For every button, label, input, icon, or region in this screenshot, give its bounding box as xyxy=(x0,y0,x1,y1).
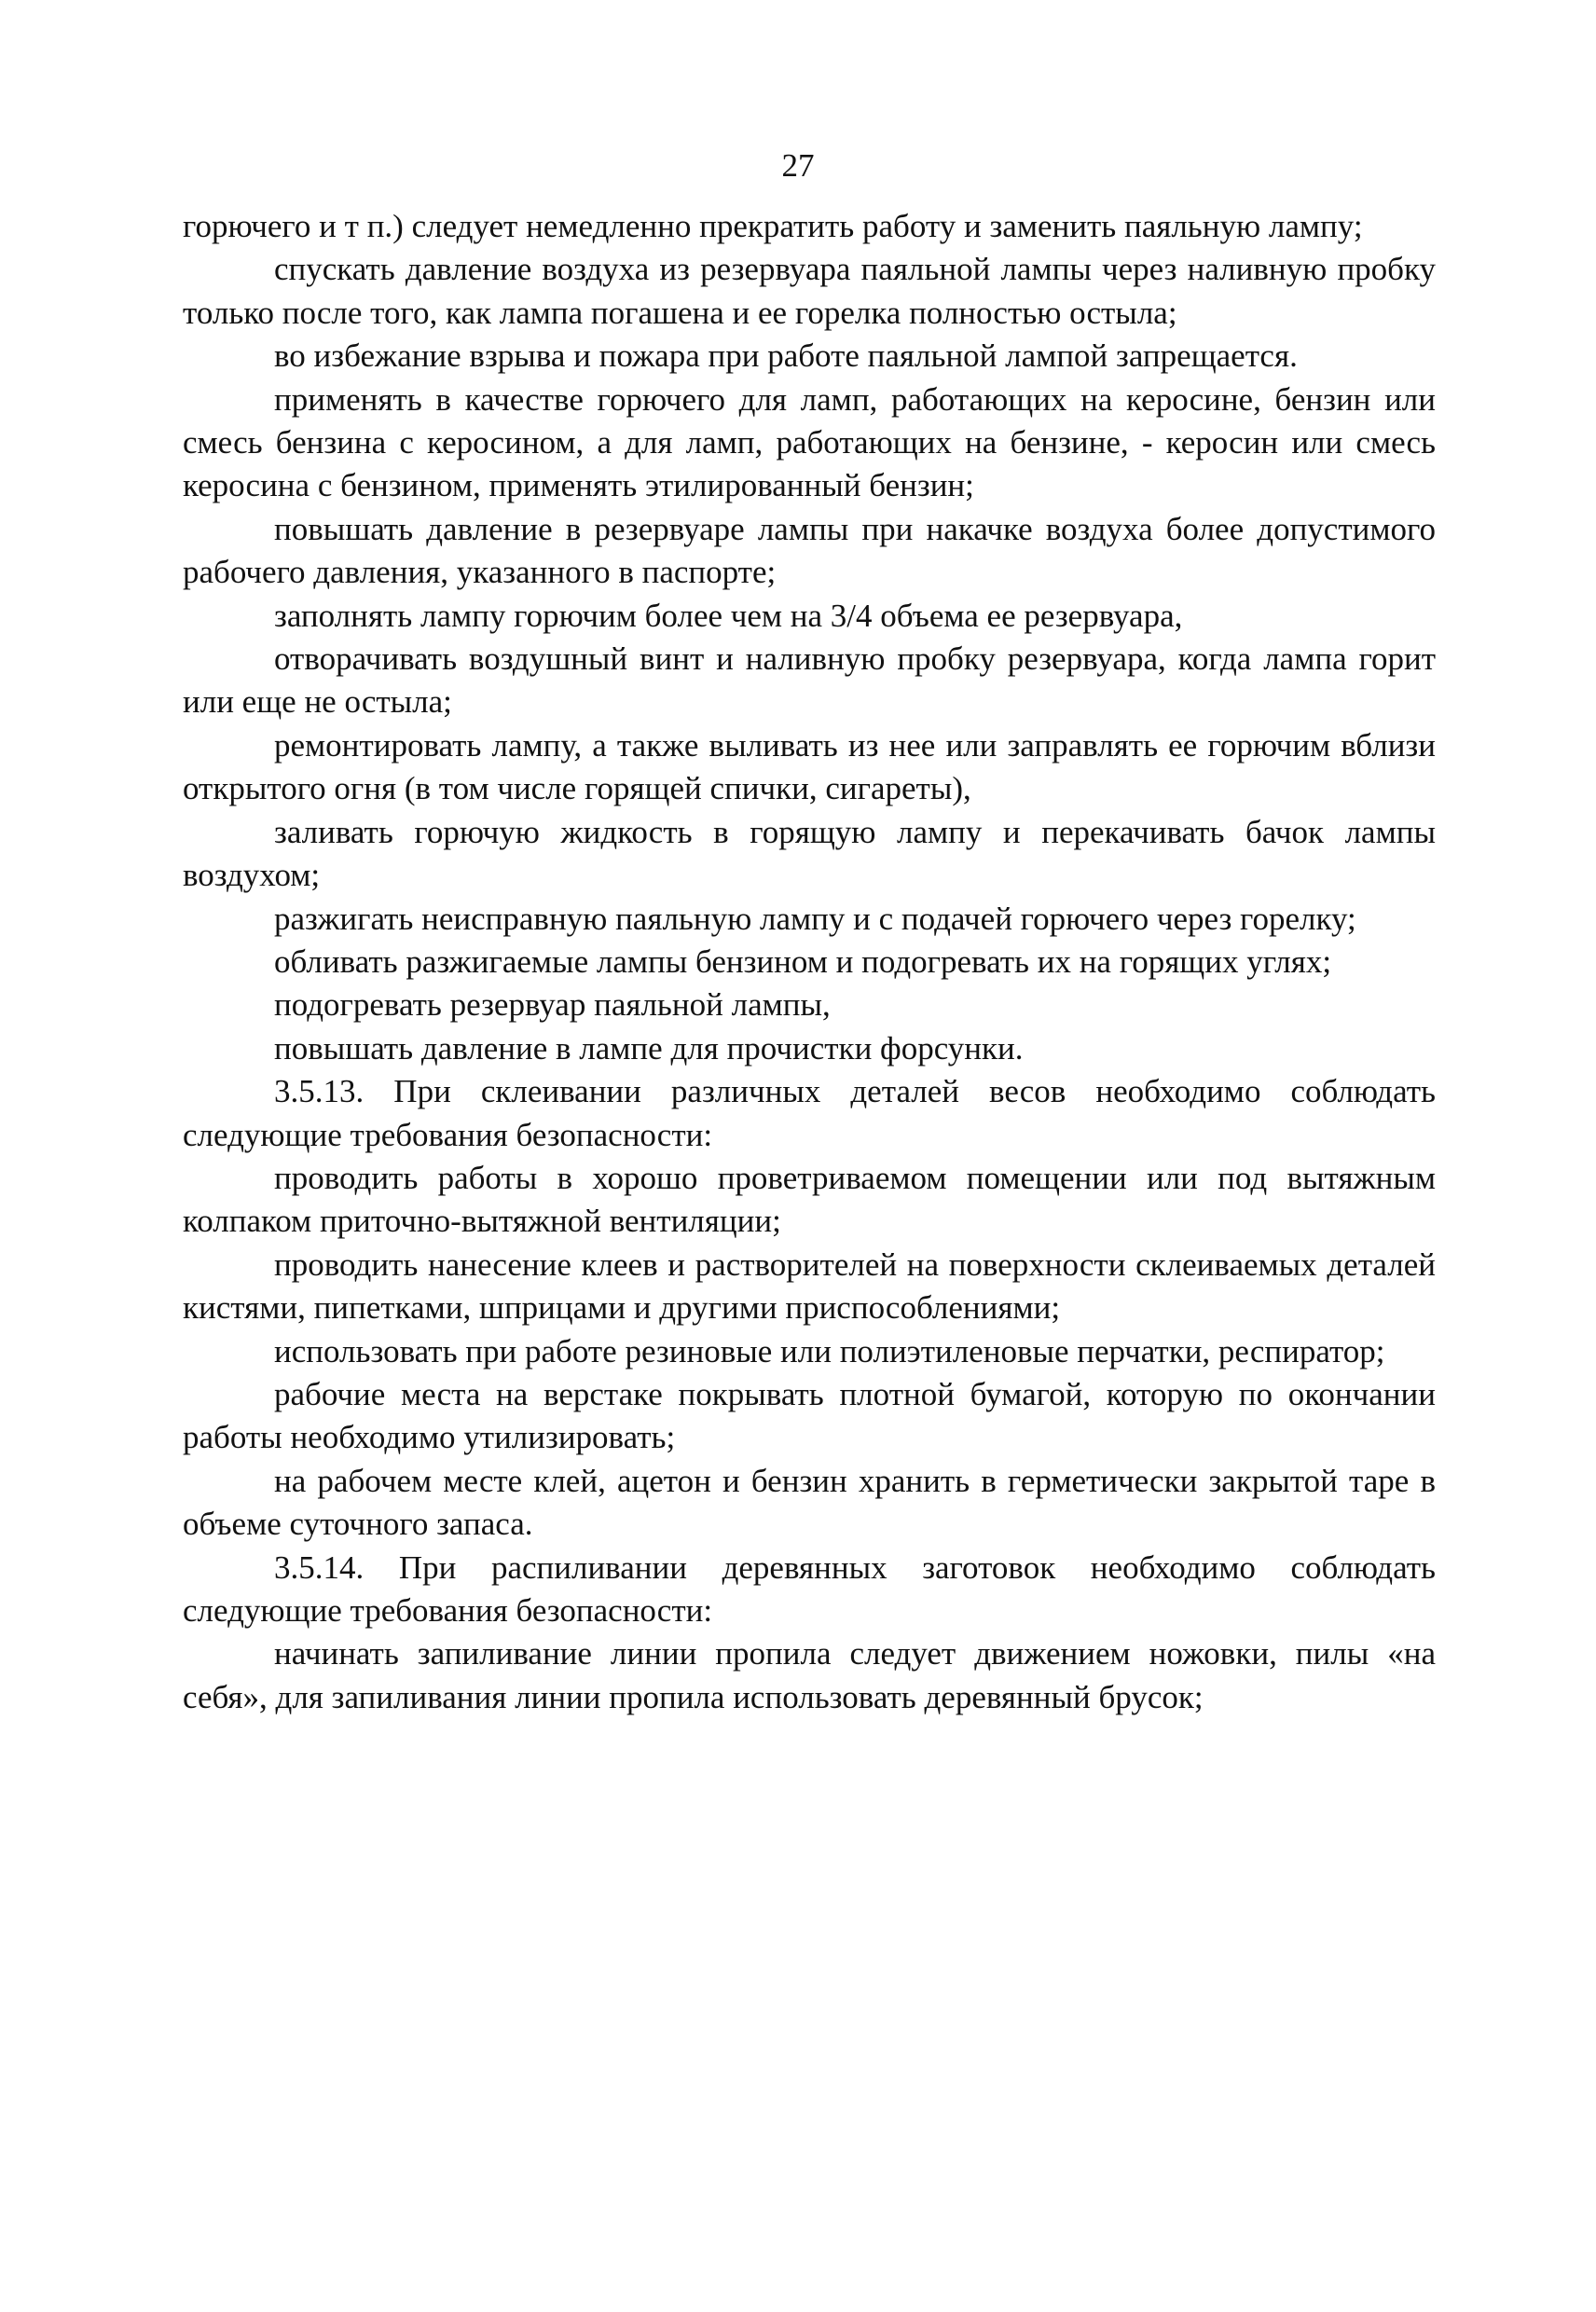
paragraph: отворачивать воздушный винт и наливную пробку резервуара, когда лампа горит или еще не остыла; xyxy=(183,640,1436,721)
paragraph: подогревать резервуар паяльной лампы, xyxy=(274,986,831,1024)
paragraph: заполнять лампу горючим более чем на 3/4 объема ее резервуара, xyxy=(274,597,1183,634)
paragraph: рабочие места на верстаке покрывать плотной бумагой, которую по окончании работы необходимо утилизировать; xyxy=(183,1375,1436,1456)
section-paragraph-3-5-14: 3.5.14. При распиливании деревянных заготовок необходимо соблюдать следующие требования безопасности: xyxy=(183,1548,1436,1629)
paragraph: разжигать неисправную паяльную лампу и с подачей горючего через горелку; xyxy=(274,900,1356,937)
paragraph: начинать запиливание линии пропила следует движением ножовки, пилы «на себя», для запиливания линии пропила использовать деревянный брусок; xyxy=(183,1635,1436,1715)
page-number: 27 xyxy=(781,147,815,184)
section-paragraph-3-5-13: 3.5.13. При склеивании различных деталей весов необходимо соблюдать следующие требования безопасности: xyxy=(183,1073,1436,1153)
paragraph: ремонтировать лампу, а также выливать из нее или заправлять ее горючим вблизи открытого огня (в том числе горящей спички, сигареты), xyxy=(183,726,1436,807)
paragraph: повышать давление в лампе для прочистки форсунки. xyxy=(274,1029,1024,1067)
paragraph: повышать давление в резервуаре лампы при накачке воздуха более допустимого рабочего давления, указанного в паспорте; xyxy=(183,510,1436,591)
paragraph: обливать разжигаемые лампы бензином и подогревать их на горящих углях; xyxy=(274,943,1332,980)
paragraph: применять в качестве горючего для ламп, работающих на керосине, бензин или смесь бензина с керосином, а для ламп, работающих на бензине, - керосин или смесь керосина с бензином, применять этилированный бензин; xyxy=(183,380,1436,504)
paragraph: на рабочем месте клей, ацетон и бензин хранить в герметически закрытой таре в объеме суточного запаса. xyxy=(183,1462,1436,1543)
paragraph: использовать при работе резиновые или полиэтиленовые перчатки, респиратор; xyxy=(274,1332,1385,1369)
paragraph: проводить нанесение клеев и растворителей на поверхности склеиваемых деталей кистями, пипетками, шприцами и другими приспособлениями; xyxy=(183,1245,1436,1327)
paragraph: спускать давление воздуха из резервуара паяльной лампы через наливную пробку только после того, как лампа погашена и ее горелка полностью остыла; xyxy=(183,251,1436,331)
paragraph: заливать горючую жидкость в горящую лампу и перекачивать бачок лампы воздухом; xyxy=(183,813,1436,894)
paragraph: проводить работы в хорошо проветриваемом помещении или под вытяжным колпаком приточно-вытяжной вентиляции; xyxy=(183,1159,1436,1240)
paragraph-continuation: горючего и т п.) следует немедленно прекратить работу и заменить паяльную лампу; xyxy=(183,208,1363,244)
paragraph: во избежание взрыва и пожара при работе паяльной лампой запрещается. xyxy=(274,337,1298,375)
document-body xyxy=(183,205,1436,1719)
